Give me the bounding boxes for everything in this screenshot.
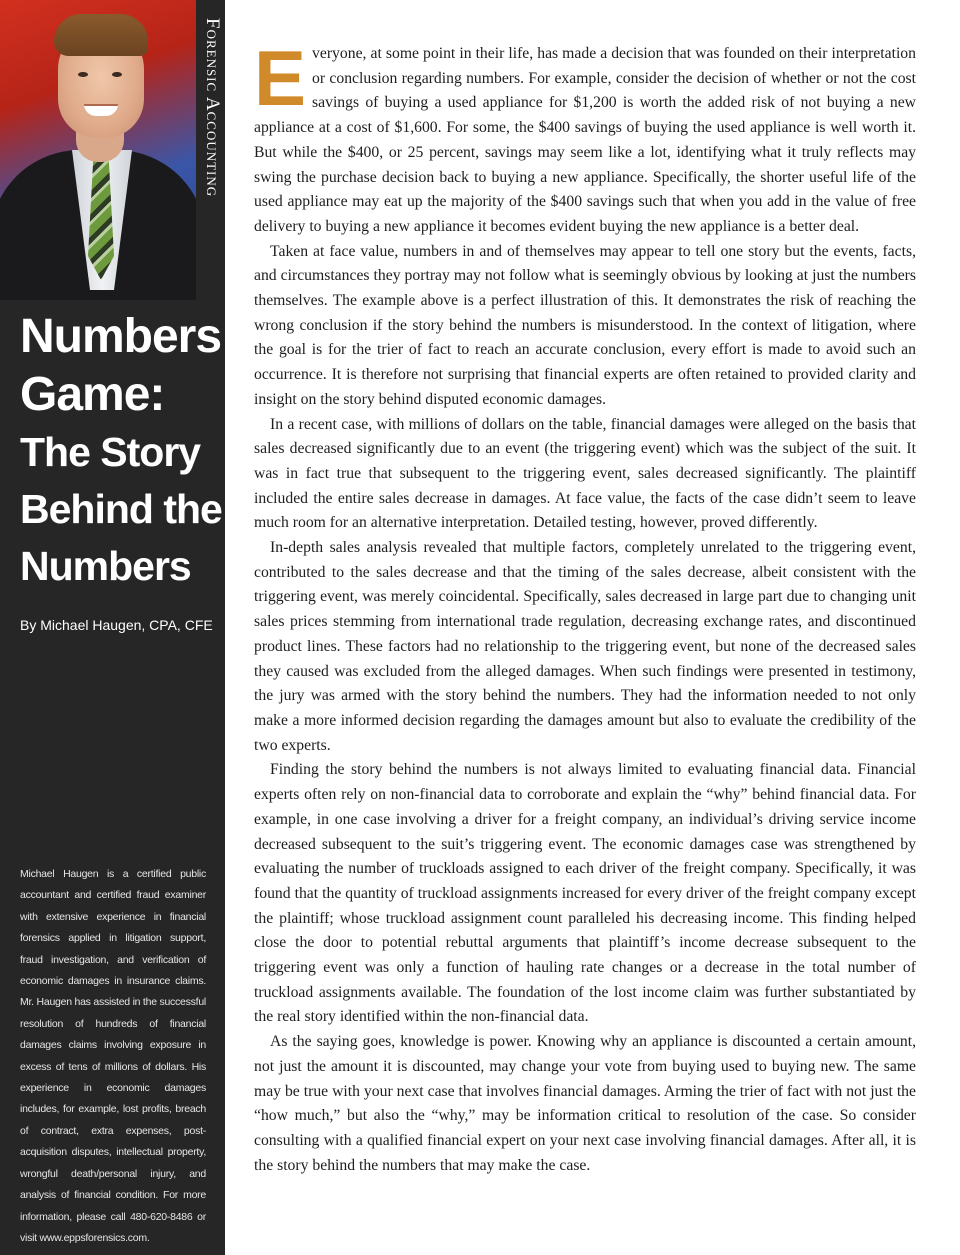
headline-line-2: Game:: [20, 368, 165, 421]
headline-line-1: Numbers: [20, 310, 222, 363]
article-paragraph-2: Taken at face value, numbers in and of themselves may appear to tell one story but the events, facts, and circumstances they portray may not follow what is seemingly obvious by looking at just the numbers themselves. The example above is a perfect illustration of this. It demonstrates the risk of reaching the wrong conclusion if the story behind the numbers is misunderstood. In the context of litigation, where the goal is for the trier of fact to reach an accurate conclusion, every effort is made to avoid such an occurrence. It is therefore not surprising that financial experts are often retained to provided clarity and insight on the story behind disputed economic damages.: [254, 242, 916, 408]
article-paragraph-3: In a recent case, with millions of dollars on the table, financial damages were alleged on the basis that sales decreased significantly due to an event (the triggering event) which was the subject of the suit. It was in fact true that subsequent to the triggering event, sales decreased significantly. The plaintiff included the entire sales decrease in damages. At face value, the facts of the case didn’t seem to leave much room for an alternative interpretation. Detailed testing, however, proved differently.: [254, 415, 916, 532]
headline-line-5: Numbers: [20, 543, 191, 589]
byline: By Michael Haugen, CPA, CFE: [20, 617, 213, 633]
headline-line-4: Behind the: [20, 486, 222, 532]
headline: [20, 308, 220, 595]
section-label-text: Forensic Accounting: [202, 18, 223, 198]
article-body: [254, 34, 916, 1178]
article-paragraph-1: [254, 34, 916, 240]
section-label: [196, 0, 225, 300]
drop-cap: E: [254, 34, 307, 122]
article-paragraph-1-text: veryone, at some point in their life, has made a decision that was founded on their interpretation or conclusion regarding numbers. For example, consider the decision of whether or not the cost savings of buying a used appliance for $1,200 is worth the added risk of not buying a new appliance at a cost of $1,600. For some, the $400 savings of buying the used appliance is well worth it. But while the $400, or 25 percent, savings may seem like a lot, identifying what it truly reflects may swing the purchase decision back to buying a new appliance. Specifically, the shorter useful life of the used appliance may eat up the majority of the $400 savings such that when you add in the value of free delivery to buying a new appliance it becomes evident buying the new appliance is a better deal.: [254, 45, 916, 235]
sidebar: [0, 0, 225, 1255]
author-bio: Michael Haugen is a certified public accountant and certified fraud examiner with extensive experience in financial forensics applied in litigation support, fraud investigation, and verification of economic damages in insurance claims. Mr. Haugen has assisted in the successful resolution of hundreds of financial damages claims involving exposure in excess of tens of millions of dollars. His experience in economic damages includes, for example, lost profits, breach of contract, extra expenses, post-acquisition disputes, intellectual property, wrongful death/personal injury, and analysis of financial condition. For more information, please call 480-620-8486 or visit www.eppsforensics.com.: [20, 868, 206, 1244]
article-paragraph-5: Finding the story behind the numbers is not always limited to evaluating financial data. Financial experts often rely on non-financial data to corroborate and explain the “why” behind financial data. For example, in one case involving a driver for a freight company, an individual’s driving service income decreased subsequent to the suit’s triggering event. The economic damages case was strengthened by evaluating the number of truckloads assigned to each driver of the freight company. Specifically, it was found that the quantity of truckload assignments increased for every driver of the freight company except the plaintiff; whose truckload assignment count paralleled his decreasing income. This finding helped close the door to potential rebuttal arguments that plaintiff’s income decrease subsequent to the triggering event was only a function of hauling rate changes or a decrease in the total number of truckload assignments available. The foundation of the lost income claim was further substantiated by the real story identified within the non-financial data.: [254, 761, 916, 1026]
article-paragraph-4: In-depth sales analysis revealed that multiple factors, completely unrelated to the triggering event, contributed to the sales decrease and that the timing of the sales decrease, albeit consistent with the triggering event, was merely coincidental. Specifically, sales decreased in large part due to changing unit sales prices stemming from international trade regulation, decreasing exchange rates, and discontinued product lines. These factors had no relationship to the triggering event, but none of the decreased sales they caused was excluded from the alleged damages. When such findings were presented in testimony, the jury was armed with the story behind the numbers. They had the information needed to not only make a more informed decision regarding the damages amount but also to evaluate the credibility of the two experts.: [254, 539, 916, 754]
author-photo: [0, 0, 196, 300]
article-paragraph-6: As the saying goes, knowledge is power. Knowing why an appliance is discounted a certain amount, not just the amount it is discounted, may change your vote from buying used to buying new. The same may be true with your next case that involves financial damages. Arming the trier of fact with not just the “how much,” but also the “why,” may be information critical to resolution of the case. So consider consulting with a qualified financial expert on your next case involving financial damages. After all, it is the story behind the numbers that may make the case.: [254, 1033, 916, 1174]
headline-line-3: The Story: [20, 429, 201, 475]
